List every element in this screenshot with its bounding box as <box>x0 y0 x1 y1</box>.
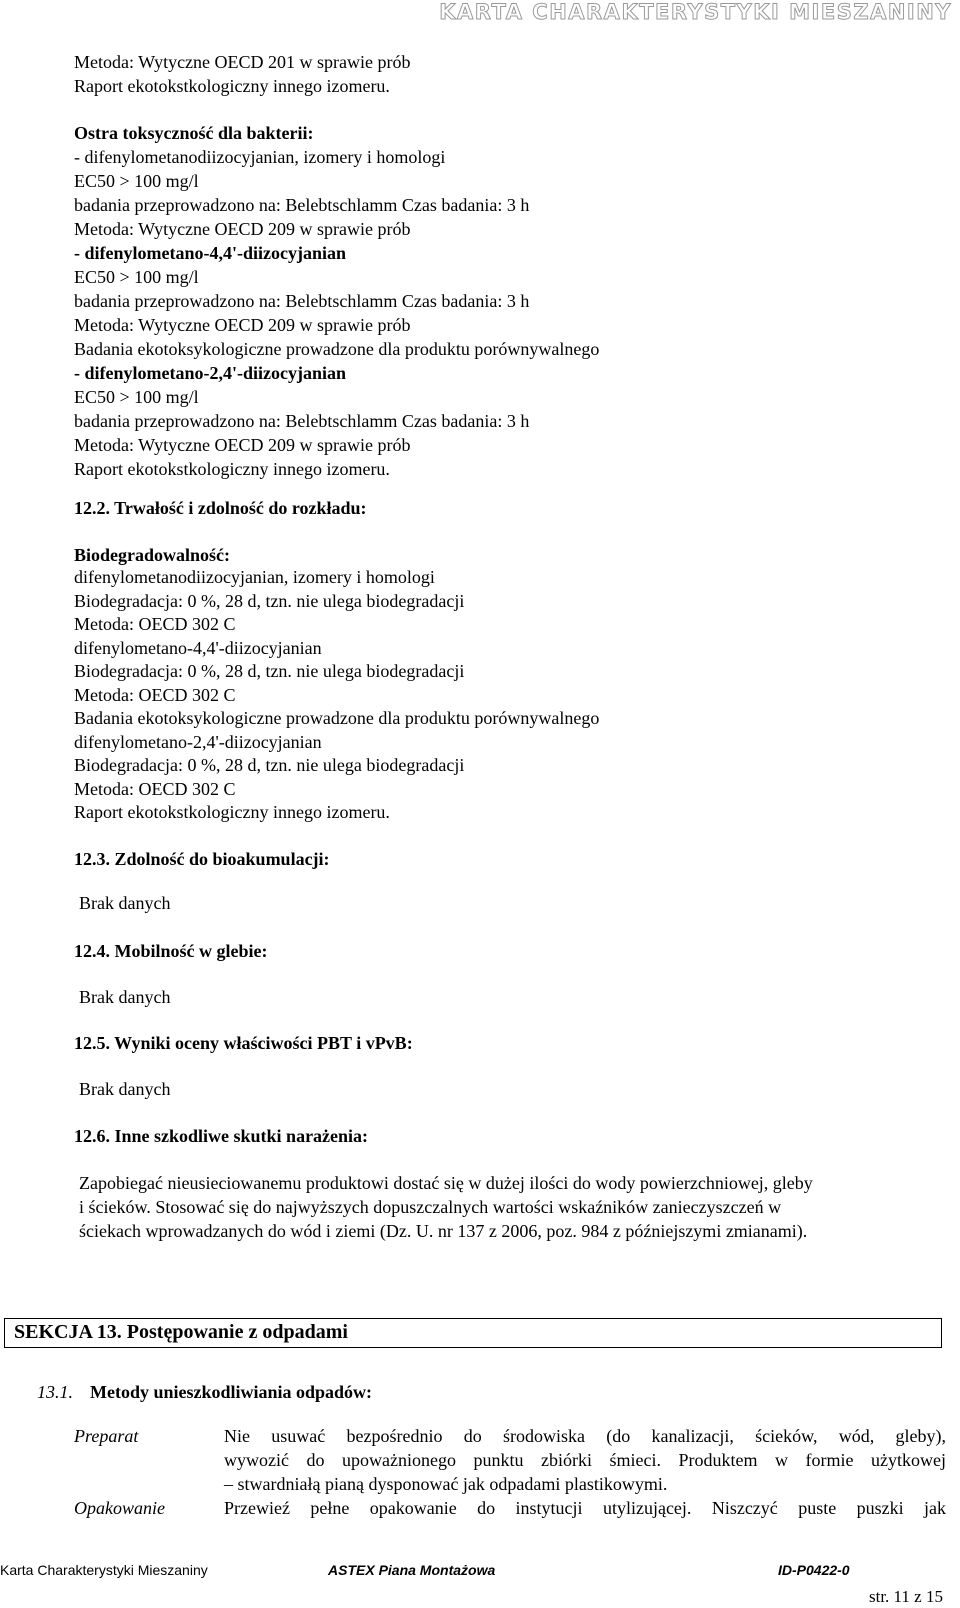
bacteria-line: Raport ekotokstkologiczny innego izomeru. <box>74 459 390 479</box>
bacteria-line: Badania ekotoksykologiczne prowadzone dla produktu porównywalnego <box>74 339 600 359</box>
section-12-6-line: Zapobiegać nieusieciowanemu produktowi dostać się w dużej ilości do wody powierzchniowej, gleby <box>79 1173 813 1193</box>
section-12-6-line: ściekach wprowadzanych do wód i ziemi (Dz. U. nr 137 z 2006, poz. 984 z późniejszymi zmianami). <box>79 1221 808 1241</box>
waste-label: Preparat <box>74 1426 139 1446</box>
bacteria-line: - difenylometanodiizocyjanian, izomery i homologi <box>74 147 446 167</box>
bacteria-line: EC50 > 100 mg/l <box>74 267 199 287</box>
footer-id: ID-P0422-0 <box>778 1562 850 1578</box>
subsection-number: 13.1. <box>37 1382 73 1402</box>
biodegradation-line: Badania ekotoksykologiczne prowadzone dla produktu porównywalnego <box>74 708 600 728</box>
waste-line: wywozić do upoważnionego punktu zbiórki śmieci. Produktem w formie użytkowej <box>224 1450 946 1470</box>
bacteria-line: badania przeprowadzono na: Belebtschlamm Czas badania: 3 h <box>74 195 530 215</box>
bacteria-line: Metoda: Wytyczne OECD 209 w sprawie prób <box>74 435 411 455</box>
waste-line: Przewieź pełne opakowanie do instytucji utylizującej. Niszczyć puste puszki jak <box>224 1498 946 1518</box>
intro-line: Metoda: Wytyczne OECD 201 w sprawie prób <box>74 52 411 72</box>
section-13-title: SEKCJA 13. Postępowanie z odpadami <box>14 1321 348 1343</box>
waste-line: Nie usuwać bezpośrednio do środowiska (do kanalizacji, ścieków, wód, gleby), <box>224 1426 946 1446</box>
biodegradation-line: Biodegradacja: 0 %, 28 d, tzn. nie ulega biodegradacji <box>74 755 465 775</box>
biodegradation-line: difenylometano-2,4'-diizocyjanian <box>74 731 322 752</box>
biodegradation-line: difenylometanodiizocyjanian, izomery i homologi <box>74 567 435 587</box>
section-12-3-heading: 12.3. Zdolność do bioakumulacji: <box>74 849 330 869</box>
bacteria-line: - difenylometano-2,4'-diizocyjanian <box>74 363 346 383</box>
biodegradation-line: Metoda: OECD 302 C <box>74 614 236 634</box>
section-12-6-line: i ścieków. Stosować się do najwyższych dopuszczalnych wartości wskaźników zanieczyszczeń w <box>79 1197 782 1217</box>
section-12-3-text: Brak danych <box>79 893 171 913</box>
biodegradation-line: Metoda: OECD 302 C <box>74 684 236 705</box>
footer-left: Karta Charakterystyki Mieszaniny <box>0 1562 208 1578</box>
biodegradability-heading: Biodegradowalność: <box>74 545 231 565</box>
biodegradation-line: difenylometano-4,4'-diizocyjanian <box>74 637 322 658</box>
bacteria-line: badania przeprowadzono na: Belebtschlamm Czas badania: 3 h <box>74 291 530 311</box>
bacteria-line: Metoda: Wytyczne OECD 209 w sprawie prób <box>74 315 411 335</box>
biodegradation-line: Biodegradacja: 0 %, 28 d, tzn. nie ulega biodegradacji <box>74 590 465 611</box>
section-13-box <box>4 1318 942 1348</box>
waste-line: – stwardniałą pianą dysponować jak odpadami plastikowymi. <box>224 1474 668 1494</box>
section-12-4-heading: 12.4. Mobilność w glebie: <box>74 941 268 961</box>
bacteria-heading: Ostra toksyczność dla bakterii: <box>74 123 314 143</box>
bacteria-line: EC50 > 100 mg/l <box>74 171 199 191</box>
waste-text <box>224 1424 946 1496</box>
section-12-4-text: Brak danych <box>79 987 171 1007</box>
subsection-title: Metody unieszkodliwiania odpadów: <box>90 1382 373 1402</box>
page-number: str. 11 z 15 <box>869 1587 943 1606</box>
waste-label: Opakowanie <box>74 1498 165 1518</box>
section-12-5-text: Brak danych <box>79 1079 171 1099</box>
bacteria-line: badania przeprowadzono na: Belebtschlamm Czas badania: 3 h <box>74 411 530 431</box>
biodegradation-line: Raport ekotokstkologiczny innego izomeru. <box>74 802 390 822</box>
bacteria-line: Metoda: Wytyczne OECD 209 w sprawie prób <box>74 219 411 239</box>
intro-line: Raport ekotokstkologiczny innego izomeru. <box>74 76 390 96</box>
waste-text <box>224 1496 946 1520</box>
biodegradation-line: Biodegradacja: 0 %, 28 d, tzn. nie ulega biodegradacji <box>74 661 465 681</box>
header-title: KARTA CHARAKTERYSTYKI MIESZANINY <box>439 0 952 24</box>
bacteria-line: EC50 > 100 mg/l <box>74 387 199 407</box>
bacteria-line: - difenylometano-4,4'-diizocyjanian <box>74 243 346 263</box>
biodegradation-line: Metoda: OECD 302 C <box>74 778 236 799</box>
section-12-5-heading: 12.5. Wyniki oceny właściwości PBT i vPvB: <box>74 1033 413 1053</box>
section-12-2-heading: 12.2. Trwałość i zdolność do rozkładu: <box>74 498 367 518</box>
section-12-6-heading: 12.6. Inne szkodliwe skutki narażenia: <box>74 1126 369 1146</box>
footer-product: ASTEX Piana Montażowa <box>328 1562 496 1578</box>
